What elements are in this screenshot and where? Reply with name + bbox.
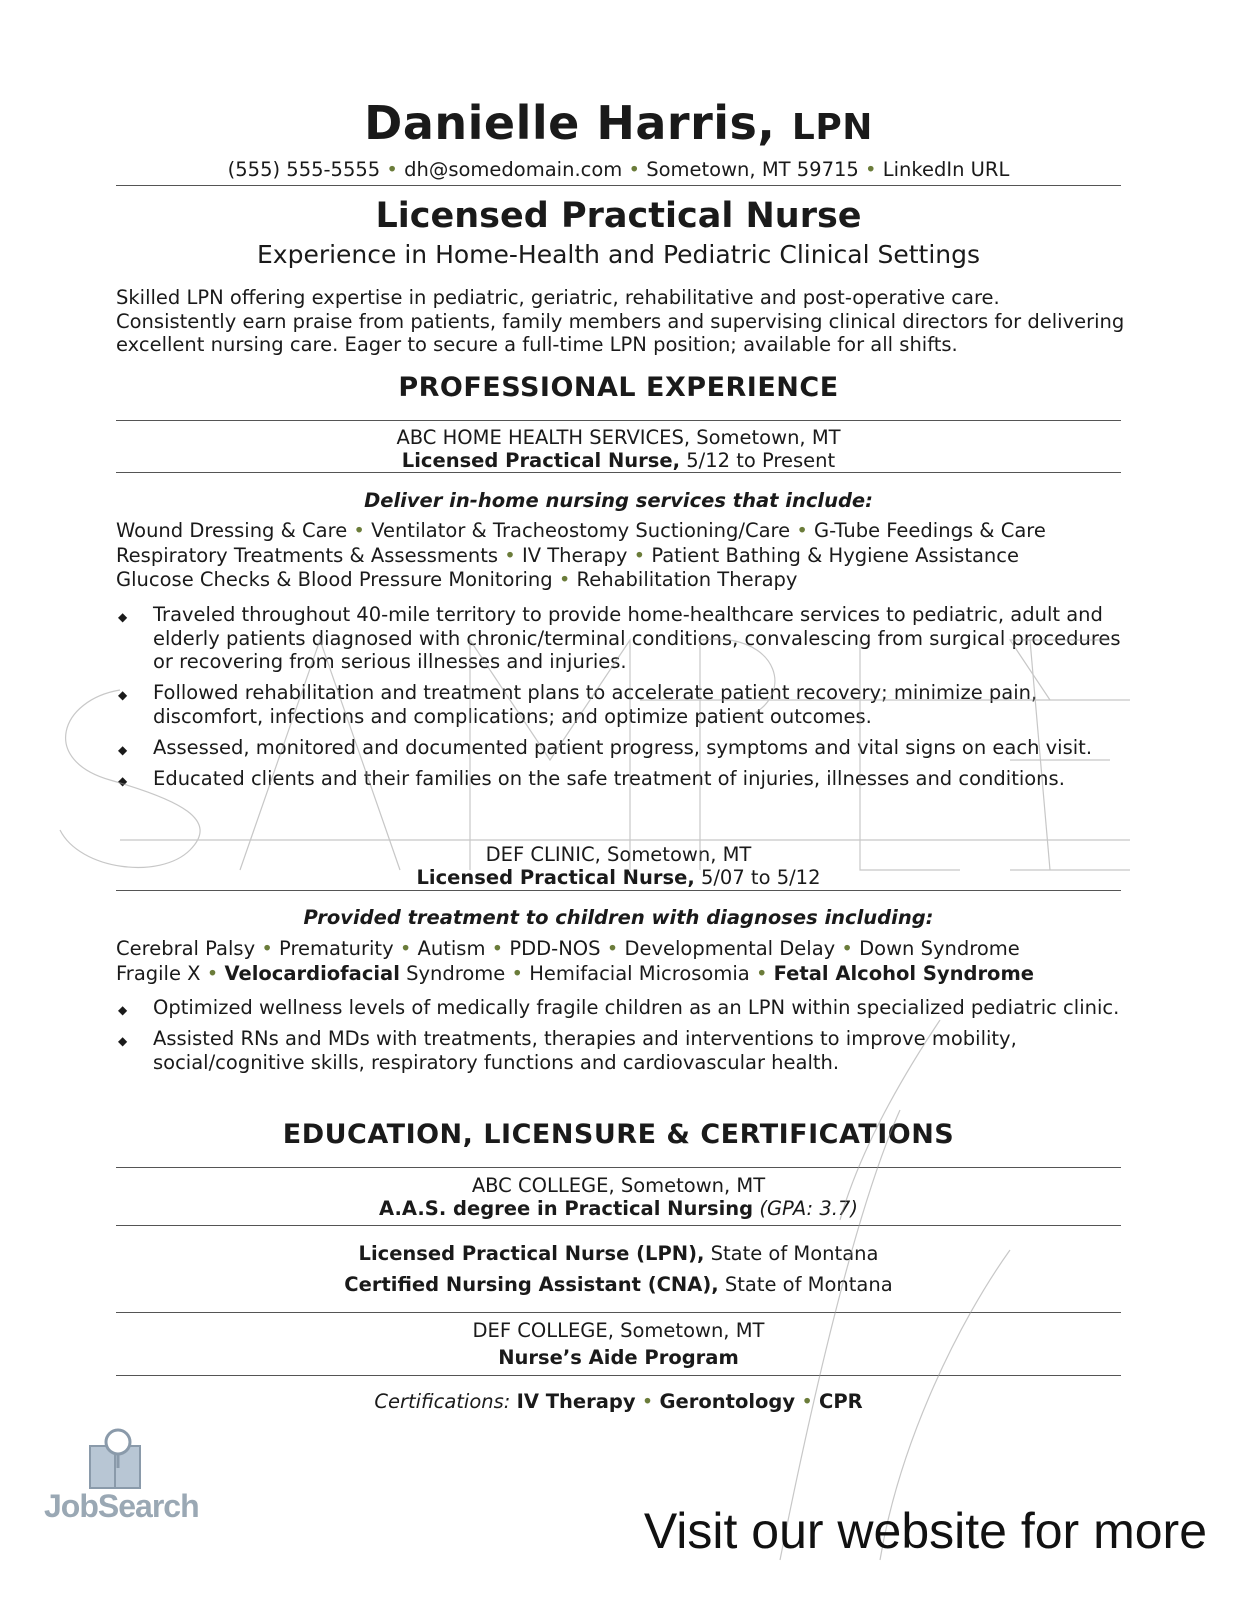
license-name: Licensed Practical Nurse (LPN), bbox=[358, 1242, 705, 1265]
candidate-name bbox=[0, 96, 1237, 150]
bullet-text: Optimized wellness levels of medically fragile children as an LPN within specialized pediatric clinic. bbox=[153, 996, 1120, 1019]
bullet-text: Educated clients and their families on the safe treatment of injuries, illnesses and conditions. bbox=[153, 766, 1065, 790]
sep: • bbox=[399, 937, 412, 960]
diamond-bullet-icon: ◆ bbox=[118, 610, 128, 624]
degree-line bbox=[0, 1197, 1237, 1220]
diagnosis: Autism bbox=[417, 937, 486, 960]
divider bbox=[116, 890, 1121, 891]
skill: Respiratory Treatments & Assessments bbox=[116, 543, 499, 567]
list-item bbox=[116, 736, 1126, 760]
cert-label: Certifications: bbox=[374, 1390, 511, 1413]
job2-bullets bbox=[116, 996, 1126, 1082]
sep: • bbox=[801, 1390, 813, 1413]
bullet-text: Traveled throughout 40-mile territory to provide home-healthcare services to pediatric, adult and elderly patients diagnosed with chronic/terminal conditions, convalescing from surgical procedures or recovering from serious illnesses and injuries. bbox=[153, 603, 1121, 673]
list-item bbox=[116, 681, 1126, 728]
summary: Skilled LPN offering expertise in pediatric, geriatric, rehabilitative and post-operative care. Consistently earn praise from patients, family members and supervising clinical directors for delivering excellent nursing care. Eager to secure a full-time LPN position; available for all shifts. bbox=[116, 286, 1125, 356]
divider bbox=[116, 1167, 1121, 1168]
diagnosis-rest: Syndrome bbox=[399, 961, 506, 985]
education-heading: EDUCATION, LICENSURE & CERTIFICATIONS bbox=[282, 1119, 955, 1150]
sep: • bbox=[353, 519, 365, 542]
phone: (555) 555-5555 bbox=[227, 158, 381, 181]
sep: • bbox=[628, 158, 641, 181]
name-text: Danielle Harris, bbox=[364, 96, 776, 150]
sep: • bbox=[504, 543, 516, 567]
cert: Gerontology bbox=[659, 1390, 796, 1413]
diagnosis: PDD-NOS bbox=[509, 937, 601, 960]
diamond-bullet-icon: ◆ bbox=[118, 688, 128, 702]
diagnosis: Down Syndrome bbox=[859, 937, 1020, 960]
job2-role-line bbox=[0, 866, 1237, 889]
bullet-text: Assisted RNs and MDs with treatments, therapies and interventions to improve mobility, social/cognitive skills, respiratory functions and cardiovascular health. bbox=[153, 1027, 1017, 1074]
headline-subtitle: Experience in Home-Health and Pediatric Clinical Settings bbox=[256, 240, 981, 269]
linkedin: LinkedIn URL bbox=[882, 158, 1010, 181]
job1-dates: 5/12 to Present bbox=[686, 449, 836, 472]
job2-employer: DEF CLINIC, Sometown, MT bbox=[485, 843, 752, 866]
sep: • bbox=[641, 1390, 654, 1413]
skill: Glucose Checks & Blood Pressure Monitoring bbox=[116, 568, 553, 591]
divider bbox=[116, 472, 1121, 473]
diagnosis-line bbox=[116, 962, 1126, 987]
sep: • bbox=[206, 961, 219, 985]
sep: • bbox=[633, 543, 646, 567]
diamond-bullet-icon: ◆ bbox=[118, 742, 128, 757]
skill: Patient Bathing & Hygiene Assistance bbox=[651, 543, 1019, 567]
license-lpn bbox=[0, 1242, 1237, 1265]
divider bbox=[116, 185, 1121, 186]
diagnosis: Prematurity bbox=[279, 937, 394, 960]
skill: G-Tube Feedings & Care bbox=[814, 519, 1046, 542]
sep: • bbox=[386, 158, 398, 181]
contact-line bbox=[0, 158, 1237, 181]
diagnosis-line bbox=[116, 937, 1126, 962]
degree: A.A.S. degree in Practical Nursing bbox=[379, 1197, 754, 1220]
job1-employer: ABC HOME HEALTH SERVICES, Sometown, MT bbox=[396, 426, 841, 449]
diamond-bullet-icon: ◆ bbox=[118, 1034, 128, 1048]
divider bbox=[116, 1225, 1121, 1226]
sep: • bbox=[491, 937, 504, 960]
job1-role: Licensed Practical Nurse, bbox=[401, 449, 681, 472]
sep: • bbox=[865, 158, 877, 181]
license-state: State of Montana bbox=[718, 1273, 893, 1296]
sep: • bbox=[606, 937, 619, 960]
bullet-text: Followed rehabilitation and treatment plans to accelerate patient recovery; minimize pain, discomfort, infections and complications; and optimize patient outcomes. bbox=[153, 681, 1038, 728]
divider bbox=[116, 1375, 1121, 1376]
diagnosis: Cerebral Palsy bbox=[116, 937, 256, 960]
divider bbox=[116, 1312, 1121, 1313]
diamond-bullet-icon: ◆ bbox=[118, 773, 128, 788]
job1-bullets bbox=[116, 603, 1126, 798]
skill-line bbox=[116, 568, 1126, 593]
skill: IV Therapy bbox=[521, 543, 628, 567]
credential: LPN bbox=[791, 107, 873, 148]
sep: • bbox=[558, 568, 571, 591]
job2-dates: 5/07 to 5/12 bbox=[700, 866, 821, 889]
program: Nurse’s Aide Program bbox=[498, 1346, 739, 1369]
job2-intro: Provided treatment to children with diagnoses including: bbox=[303, 906, 934, 929]
sep: • bbox=[796, 519, 808, 542]
diamond-bullet-icon: ◆ bbox=[118, 1003, 128, 1017]
sep: • bbox=[511, 961, 523, 985]
email: dh@somedomain.com bbox=[404, 158, 623, 181]
diagnosis: Developmental Delay bbox=[624, 937, 836, 960]
skill-line bbox=[116, 544, 1126, 569]
list-item bbox=[116, 767, 1126, 791]
school1: ABC COLLEGE, Sometown, MT bbox=[471, 1174, 766, 1197]
certifications-line bbox=[0, 1390, 1237, 1413]
sep: • bbox=[261, 937, 273, 960]
diagnosis: Fragile X bbox=[116, 961, 201, 985]
diagnosis-bold: Velocardiofacial bbox=[224, 961, 400, 985]
license-state: State of Montana bbox=[704, 1242, 879, 1265]
bullet-text: Assessed, monitored and documented patient progress, symptoms and vital signs on each visit. bbox=[153, 735, 1093, 759]
job1-skills bbox=[116, 519, 1126, 593]
list-item bbox=[116, 603, 1126, 674]
cert: CPR bbox=[819, 1390, 863, 1413]
license-name: Certified Nursing Assistant (CNA), bbox=[344, 1273, 719, 1296]
list-item bbox=[116, 1027, 1126, 1074]
job1-intro: Deliver in-home nursing services that include: bbox=[364, 489, 873, 512]
skill: Wound Dressing & Care bbox=[116, 519, 348, 542]
location: Sometown, MT 59715 bbox=[646, 158, 859, 181]
job1-role-line bbox=[0, 449, 1237, 472]
license-cna bbox=[0, 1273, 1237, 1296]
skill: Rehabilitation Therapy bbox=[576, 568, 798, 591]
diagnosis: Hemifacial Microsomia bbox=[529, 961, 750, 985]
skill: Ventilator & Tracheostomy Suctioning/Care bbox=[371, 519, 791, 542]
jobsearch-logo-text: JobSearch bbox=[44, 1488, 199, 1524]
sep: • bbox=[755, 961, 768, 985]
skill-line bbox=[116, 519, 1126, 544]
divider bbox=[116, 420, 1121, 421]
diagnosis-bold: Fetal Alcohol Syndrome bbox=[773, 961, 1035, 985]
experience-heading: PROFESSIONAL EXPERIENCE bbox=[398, 372, 839, 403]
sep: • bbox=[841, 937, 853, 960]
school2: DEF COLLEGE, Sometown, MT bbox=[472, 1319, 765, 1342]
headline-title: Licensed Practical Nurse bbox=[375, 196, 862, 236]
job2-role: Licensed Practical Nurse, bbox=[416, 866, 695, 889]
job2-diagnoses bbox=[116, 937, 1126, 986]
list-item bbox=[116, 996, 1126, 1020]
cert: IV Therapy bbox=[516, 1390, 636, 1413]
visit-website-text[interactable]: Visit our website for more bbox=[643, 1503, 1207, 1559]
gpa: (GPA: 3.7) bbox=[759, 1197, 858, 1220]
